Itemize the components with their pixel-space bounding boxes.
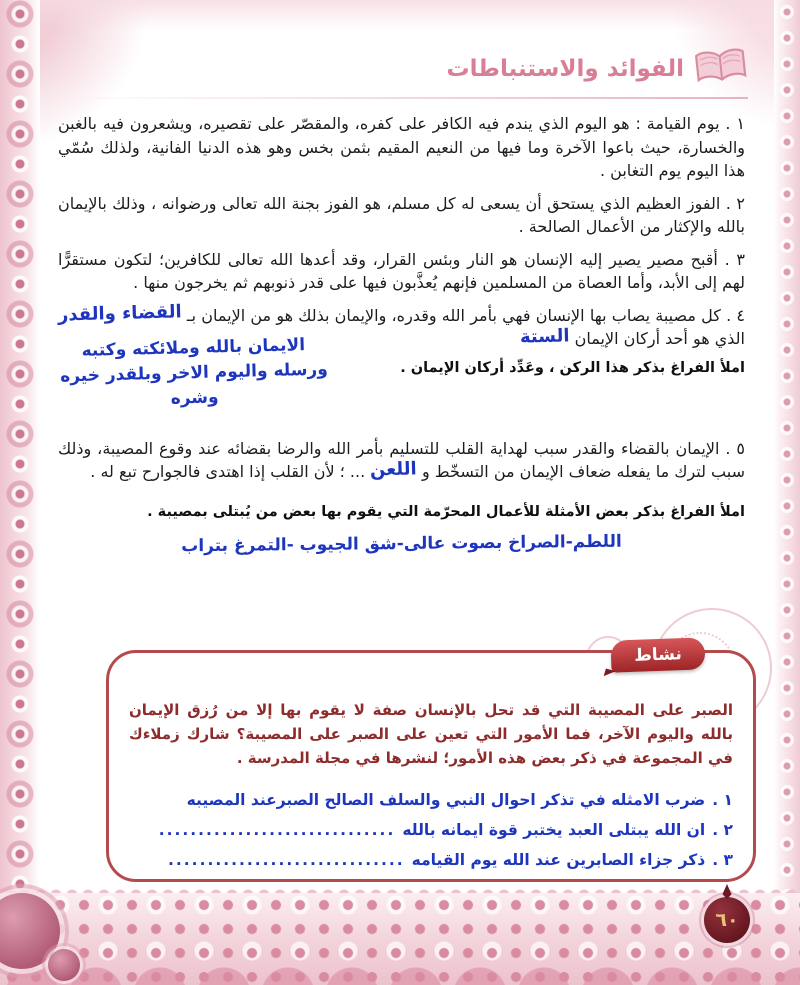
item-text: الإيمان بالقضاء والقدر سبب لهداية القلب للتسليم بأمر الله والرضا بقضائه عند وقوع المصيبة، وذلك سبب لترك ما يفعله ضعاف الإيمان من التسخّط و xyxy=(58,438,745,481)
bottom-ornament-band xyxy=(0,893,800,985)
header-divider xyxy=(62,97,748,99)
item-number: ٥ . xyxy=(725,438,746,458)
answer-text: ذكر جزاء الصابرين عند الله يوم القيامه xyxy=(411,851,706,869)
handwritten-answer-laan: اللعن xyxy=(369,458,418,481)
activity-answer-row xyxy=(129,845,733,875)
right-ornament-border xyxy=(774,0,800,897)
fill-instruction-1: املأ الفراغ بذكر هذا الركن ، وعَدِّد أركان الإيمان . xyxy=(400,359,745,376)
item-text: ... ؛ لأن القلب إذا اهتدى فالجوارح تبع له . xyxy=(90,462,366,481)
activity-answer-row xyxy=(129,785,733,815)
ribbon-label: نشاط xyxy=(633,644,683,666)
answer-text: ان الله يبتلى العبد يختبر قوة ايمانه بالله xyxy=(402,821,706,839)
page-number: ٦٠ xyxy=(715,909,739,931)
dotted-line: .............................. xyxy=(158,821,396,839)
item-text: أقبح مصير يصير إليه الإنسان هو النار وبئس القرار، وقد أعدها الله تعالى للكافرين؛ لتكون مستقرًّا لهم إلى الأبد، وأما العصاة من المسلمين فإنهم يُعذَّبون فيها على قدر ذنوبهم ثم يخرجون منها . xyxy=(58,249,745,292)
handwritten-forbidden-acts: اللطم-الصراخ بصوت عالى-شق الجيوب -التمرغ بتراب xyxy=(181,531,622,557)
activity-answer-row xyxy=(129,815,733,845)
item-number: ١ . xyxy=(725,114,745,133)
book-icon xyxy=(692,45,750,92)
handwritten-answer-sitta: الستة xyxy=(519,325,570,348)
list-item-5 xyxy=(58,437,745,484)
answer-text: ضرب الامثله في تذكر احوال النبي والسلف الصالح الصبرعند المصيبه xyxy=(186,791,706,809)
item-number: ٢ . xyxy=(725,193,746,213)
answer-number: ٣ . xyxy=(712,851,733,869)
left-ornament-border xyxy=(0,0,40,897)
item-text: الذي هو أحد أركان الإيمان xyxy=(574,329,745,348)
handwritten-pillars-answer: الايمان بالله وملائكته وكتبه ورسله واليوم الاخر وبلقدر خيره وشره xyxy=(59,334,329,409)
activity-prompt: الصبر على المصيبة التي قد تحل بالإنسان صفة لا يقوم بها إلا من رُزق الإيمان بالله واليوم الآخر، فما الأمور التي تعين على الصبر على المصيبة؟ شارك زملاءك في المجموعة في ذكر بعض هذه الأمور؛ لنشرها في مجلة المدرسة . xyxy=(129,701,733,767)
item-text: الفوز العظيم الذي يستحق أن يسعى له كل مسلم، هو الفوز بجنة الله تعالى ورضوانه ، وذلك بالإيمان بالله والإكثار من الأعمال الصالحة . xyxy=(58,193,745,236)
list-item-3 xyxy=(58,248,745,295)
item-number: ٣ . xyxy=(724,249,746,269)
handwritten-answer-qada-qadar: القضاء والقدر xyxy=(57,300,182,326)
item-number: ٤ . xyxy=(726,305,745,325)
answer-number: ٢ . xyxy=(712,821,733,839)
activity-ribbon xyxy=(610,637,705,672)
dotted-line: .............................. xyxy=(168,851,405,869)
activity-answers xyxy=(129,785,733,875)
fill-instruction-2: املأ الفراغ بذكر بعض الأمثلة للأعمال المحرّمة التي يقوم بها بعض من يُبتلى بمصيبة . xyxy=(147,503,745,520)
list-item-1 xyxy=(58,112,745,183)
page-number-badge xyxy=(704,897,750,943)
item-text: يوم القيامة : هو اليوم الذي يندم فيه الكافر على كفره، والمقصّر على تقصيره، ويشعرون فيه بالغبن والخسارة، حيث باعوا الآخرة وما فيها من النعيم المقيم بثمن بخس وهو هذه الدنيا الفانية، ولذلك سُمّي هذا اليوم يوم التغابن . xyxy=(58,114,745,180)
answer-number: ١ . xyxy=(712,791,733,809)
item-text: كل مصيبة يصاب بها الإنسان فهي بأمر الله وقدره، والإيمان بذلك هو من الإيمان بـ xyxy=(186,305,721,325)
main-content xyxy=(58,112,745,571)
list-item-2 xyxy=(58,192,745,239)
corner-medallion-small xyxy=(48,949,80,981)
header xyxy=(447,48,748,90)
page-title: الفوائد والاستنباطات xyxy=(446,56,684,82)
activity-box xyxy=(106,644,756,882)
